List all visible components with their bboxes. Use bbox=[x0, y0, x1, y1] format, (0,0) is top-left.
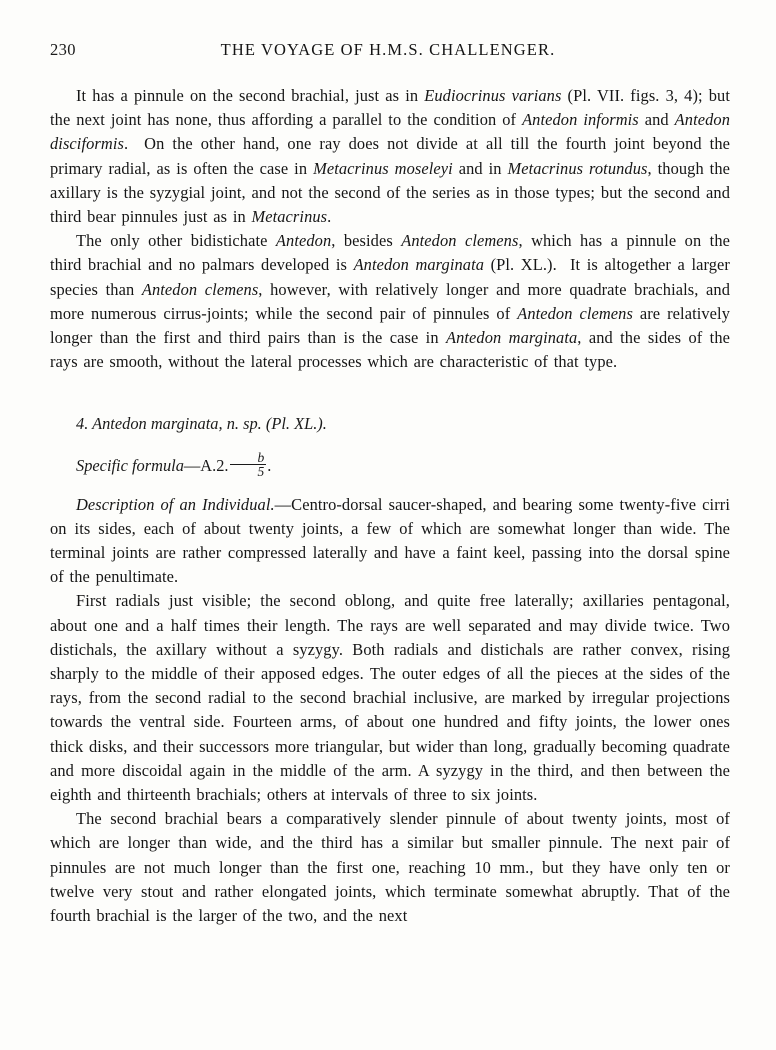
specific-formula-line bbox=[50, 451, 730, 479]
page-number: 230 bbox=[50, 40, 76, 59]
paragraph-3-text: —Centro-dorsal saucer-shaped, and bearing some twenty-five cirri on its sides, each of about twenty joints, a few of which are somewhat longer than wide. The terminal joints are rather compressed laterally and have a faint keel, passing into the dorsal spine of the penultimate. bbox=[50, 494, 730, 587]
page-header bbox=[0, 40, 776, 64]
taxon-antedon-clemens-2: Antedon clemens bbox=[141, 279, 259, 299]
specific-formula-period: . bbox=[267, 455, 272, 475]
specific-formula-dash: —A.2. bbox=[183, 455, 229, 475]
description-lead-in: Description of an Individual. bbox=[76, 494, 275, 514]
paragraph-5: The second brachial bears a comparatively slender pinnule of about twenty joints, most of which are longer than wide, and the third has a similar but smaller pinnule. The next pair of pinnules are not much longer than the first one, reaching 10 mm., but they have only ten or twelve very stout and rather elongated joints, which terminate somewhat abruptly. That of the fourth brachial is the larger of the two, and the next bbox=[50, 809, 730, 926]
taxon-metacrinus-rotundus: Metacrinus rotundus bbox=[507, 158, 648, 178]
species-heading bbox=[50, 412, 730, 436]
taxon-antedon-disciformis: Antedon disciformis bbox=[50, 110, 730, 154]
paragraph-spacer bbox=[50, 479, 730, 493]
specific-formula-label: Specific formula bbox=[76, 455, 184, 475]
taxon-antedon-informis: Antedon informis bbox=[522, 110, 639, 130]
taxon-antedon-marginata-2: Antedon marginata bbox=[446, 328, 578, 348]
taxon-antedon-clemens-1: Antedon clemens bbox=[401, 231, 519, 251]
fraction-denominator: 5 bbox=[230, 464, 267, 479]
taxon-antedon-marginata-1: Antedon marginata bbox=[353, 255, 485, 275]
taxon-metacrinus-moseleyi: Metacrinus moseleyi bbox=[313, 158, 453, 178]
page-body bbox=[50, 84, 730, 928]
specific-formula-fraction bbox=[230, 451, 267, 479]
taxon-metacrinus: Metacrinus bbox=[251, 207, 328, 227]
taxon-antedon: Antedon bbox=[275, 231, 332, 251]
paragraph-1: It has a pinnule on the second brachial, just as in Eudiocrinus varians (Pl. VII. figs. 3, 4); but the next joint has none, thus affording a parallel to the condition of Antedon informis and Antedon disciformis. On the other hand, one ray does not divide at all till the fourth joint beyond the primary radial, as is often the case in Metacrinus moseleyi and in Metacrinus rotundus, though the axillary is the syzygial joint, and not the second of the series as in those types; but the second and third bear pinnules just as in Metacrinus. bbox=[50, 86, 731, 227]
taxon-eudiocrinus-varians: Eudiocrinus varians bbox=[424, 86, 562, 105]
running-head: THE VOYAGE OF H.M.S. CHALLENGER. bbox=[220, 40, 556, 59]
paragraph-4: First radials just visible; the second oblong, and quite free laterally; axillaries pentagonal, about one and a half times their length. The rays are well separated and may divide twice. Two distichals, the axillary without a syzygy. Both radials and distichals are rather convex, rising sharply to the middle of their apposed edges. The outer edges of all the pieces at the sides of the rays, from the second radial to the second brachial inclusive, are marked by irregular projections towards the ventral side. Fourteen arms, of about one hundred and fifty joints, the lower ones thick disks, and their successors more triangular, but wider than long, gradually becoming quadrate and more discoidal again in the middle of the arm. A syzygy in the third, and then between the eighth and thirteenth brachials; others at intervals of three to six joints. bbox=[50, 591, 730, 805]
taxon-antedon-clemens-3: Antedon clemens bbox=[517, 303, 633, 323]
fraction-numerator: b bbox=[257, 449, 265, 465]
paragraph-2: The only other bidistichate Antedon, besides Antedon clemens, which has a pinnule on the third brachial and no palmars developed is Antedon marginata (Pl. XL.). It is altogether a larger species than Antedon clemens, however, with relatively longer and more quadrate brachials, and more numerous cirrus-joints; while the second pair of pinnules of Antedon clemens are relatively longer than the first and third pairs than is the case in Antedon marginata, and the sides of the rays are smooth, without the lateral processes which are characteristic of that type. bbox=[50, 231, 731, 372]
species-heading-text: 4. Antedon marginata, n. sp. (Pl. XL.). bbox=[76, 414, 327, 434]
paragraph-3 bbox=[50, 493, 730, 590]
section-spacer bbox=[50, 374, 730, 412]
